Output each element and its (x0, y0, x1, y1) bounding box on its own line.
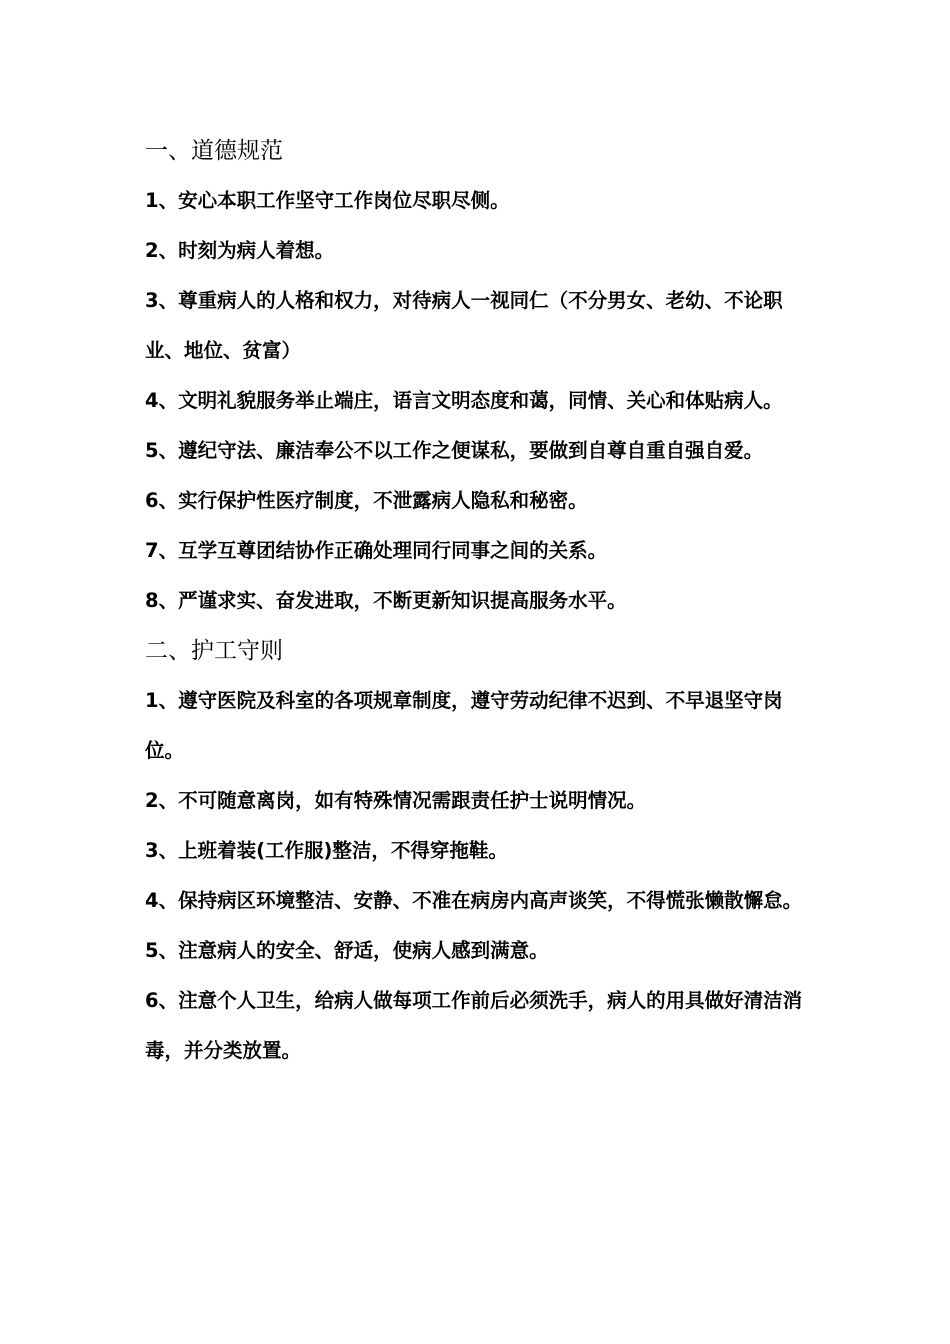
section-heading-ethics: 一、道德规范 (145, 138, 283, 164)
rules-item-4: 4、保持病区环境整洁、安静、不准在病房内高声谈笑，不得慌张懒散懈怠。 (145, 889, 803, 912)
rules-item-3: 3、上班着装(工作服)整洁，不得穿拖鞋。 (145, 839, 508, 862)
rules-item-5: 5、注意病人的安全、舒适，使病人感到满意。 (145, 939, 549, 962)
section-heading-caregiver-rules: 二、护工守则 (145, 638, 283, 664)
rules-item-1: 1、遵守医院及科室的各项规章制度，遵守劳动纪律不迟到、不早退坚守岗位。 (145, 689, 783, 762)
section-ethics (145, 126, 815, 626)
ethics-item-2: 2、时刻为病人着想。 (145, 239, 335, 262)
section-caregiver-rules (145, 626, 815, 1076)
ethics-item-6: 6、实行保护性医疗制度，不泄露病人隐私和秘密。 (145, 489, 588, 512)
ethics-item-8: 8、严谨求实、奋发进取，不断更新知识提高服务水平。 (145, 589, 627, 612)
ethics-item-7: 7、互学互尊团结协作正确处理同行同事之间的关系。 (145, 539, 608, 562)
ethics-item-3: 3、尊重病人的人格和权力，对待病人一视同仁（不分男女、老幼、不论职业、地位、贫富） (145, 289, 783, 362)
ethics-item-4: 4、文明礼貌服务举止端庄，语言文明态度和蔼，同情、关心和体贴病人。 (145, 389, 783, 412)
rules-item-6: 6、注意个人卫生，给病人做每项工作前后必须洗手，病人的用具做好清洁消毒，并分类放置。 (145, 989, 803, 1062)
ethics-item-1: 1、安心本职工作坚守工作岗位尽职尽侧。 (145, 189, 510, 212)
rules-item-2: 2、不可随意离岗，如有特殊情况需跟责任护士说明情况。 (145, 789, 647, 812)
ethics-item-5: 5、遵纪守法、廉洁奉公不以工作之便谋私，要做到自尊自重自强自爱。 (145, 439, 764, 462)
document-body (145, 126, 815, 1076)
